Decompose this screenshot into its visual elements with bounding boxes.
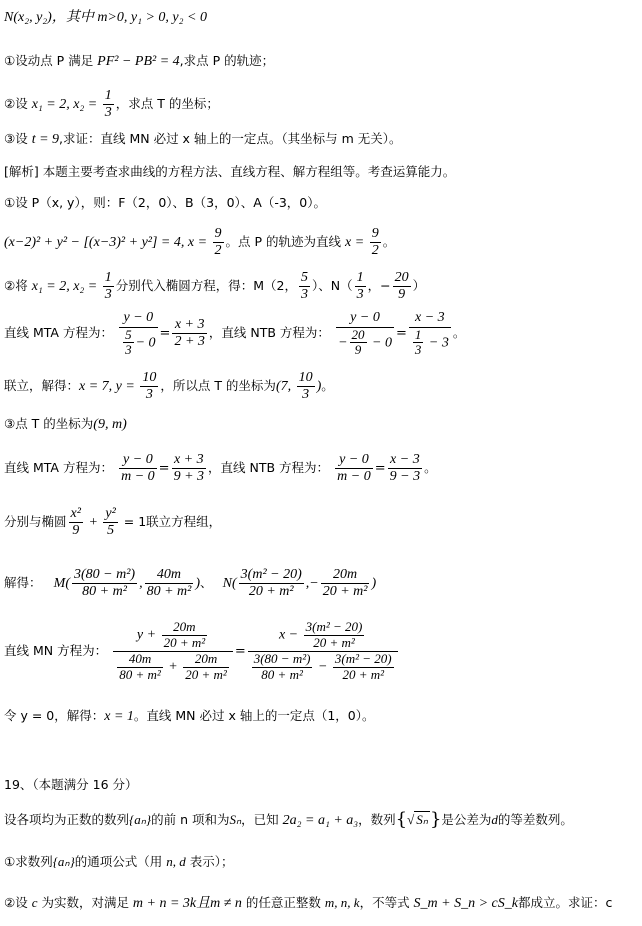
line-17 xyxy=(4,779,138,792)
frac-five-third: $\frac{5}{3}$ xyxy=(301,270,308,303)
line-13: 分别与椭圆 $\frac{\text{x²}}{9}$ + $\frac{\text{y²}}{5}$ = 1联立方程组， xyxy=(4,506,222,539)
sum-Sn: Sₙ xyxy=(229,812,242,827)
sqrt-Sn: Sₙ xyxy=(416,812,428,827)
solve-label: 联立，解得： xyxy=(4,378,80,394)
line-20: ②设 c 为实数，对满足 m + n = 3k且m ≠ n 的任意正整数 m, n, k，不等式 S_m + S_n > cS_k都成立。求证：c xyxy=(4,895,613,911)
part2-prefix: ②设 xyxy=(4,96,32,112)
seq-an: {aₙ} xyxy=(129,812,152,827)
solution2-eq: x₁ = 2, x₂ = xyxy=(31,279,101,295)
part3-suffix: ,求证：直线 MN 必过 x 轴上的一定点。（其坐标与 m 无关）。 xyxy=(59,131,402,146)
line-10: 联立，解得：x = 7, y = $\frac{10}{3}$ ，所以点 T 的坐标为(7, $\frac{10}{3}$ )。 xyxy=(4,370,334,403)
frac-nine-half-2: $\frac{9}{2}$ xyxy=(371,226,379,259)
frac-one-third: $\frac{1}{3}$ xyxy=(104,88,112,121)
let-y0: 令 y = 0，解得： xyxy=(4,708,105,723)
mta-lhs: y − 0 $\frac{5}{3}$ − 0 xyxy=(119,309,157,358)
mn-label: 直线 MN 方程为： xyxy=(4,643,108,659)
n-y-frac: $\frac{20m}{\text{20 + m²}}$ xyxy=(322,567,368,600)
ntb2-rhs: $\frac{x - 3}{9 - 3}$ xyxy=(389,452,421,485)
ntb-label: ，直线 NTB 方程为： xyxy=(208,325,330,341)
ntb-lhs: y − 0 − $\frac{20}{9}$ − 0 xyxy=(338,310,392,358)
solution2-n: ）、N（ xyxy=(312,278,353,294)
solution2-text: 分别代入椭圆方程，得：M（2， xyxy=(115,278,297,294)
line-14: 解得： M( $\frac{\text{3(80 − m²)}}{\text{80 + m²}}$ , $\frac{40m}{\text{80 + m²}}$ )、 N( $\frac{\text{3(m² − 20)}}{\text{20 + m²}}$ ,− $\frac{20m}{\text{20 + m²}}$ ) xyxy=(4,567,377,600)
frac-one-third-b: $\frac{1}{3}$ xyxy=(104,270,112,303)
ellipse-text: 分别与椭圆 xyxy=(4,514,67,530)
mn-lhs: y + $\frac{20m}{\text{20 + m²}}$ $\frac{40m}{\text{80 + m²}}$ + $\frac{20m}{\text{20 + m²}}$ xyxy=(113,620,233,683)
analysis-intro: [解析] 本题主要考查求曲线的方程方法、直线方程、解方程组等。考查运算能力。 xyxy=(4,164,456,179)
frac-one-third-c: $\frac{1}{3}$ xyxy=(356,270,364,303)
line-6 xyxy=(4,197,326,210)
frac-ten-third-b: $\frac{10}{3}$ xyxy=(298,370,313,403)
line-4 xyxy=(4,133,402,147)
frac-nine-half: $\frac{9}{2}$ xyxy=(214,226,222,259)
part1-prefix: ①设动点 P 满足 xyxy=(4,53,98,68)
solution2-comma: ，− xyxy=(367,278,391,294)
line-1 xyxy=(4,11,207,25)
frac-ten-third: $\frac{10}{3}$ xyxy=(142,370,157,403)
line-3 xyxy=(4,88,219,121)
mn-rhs: x − $\frac{\text{3(m² − 20)}}{\text{20 + m²}}$ $\frac{\text{3(80 − m²)}}{\text{80 + m²}}$ − $\frac{\text{3(m² − 20)}}{\text{20 + m²}}$ xyxy=(248,620,398,683)
m-y-frac: $\frac{40m}{\text{80 + m²}}$ xyxy=(146,567,192,600)
mta-rhs: $\frac{x + 3}{2 + 3}$ xyxy=(174,317,205,350)
line-7 xyxy=(4,226,395,259)
line-19: ①求数列{aₙ}的通项公式（用 n, d 表示）； xyxy=(4,854,234,869)
solution2-close: ） xyxy=(412,278,426,294)
part3-eq: t = 9 xyxy=(31,132,60,147)
solution1-setup: ①设 P（x, y），则：F（2，0）、B（3，0）、A（-3，0）。 xyxy=(4,195,327,210)
line-18: 设各项均为正数的数列{aₙ}的前 n 项和为Sₙ，已知 2a₂ = a₁ + a₃，数列{√ Sₙ }是公差为d的等差数列。 xyxy=(4,809,573,830)
ntb-label-2: ，直线 NTB 方程为： xyxy=(208,460,330,476)
solution1-line: x = xyxy=(345,235,368,251)
solution1-eq: (x−2)² + y² − [(x−3)² + y²] = 4, x = xyxy=(4,235,211,251)
solution1-end: 。 xyxy=(382,234,396,250)
mta-label: 直线 MTA 方程为： xyxy=(4,325,113,341)
part3-tcoord: ③点 T 的坐标为 xyxy=(4,416,94,431)
line-9: 直线 MTA 方程为： y − 0 $\frac{5}{3}$ − 0 = $\frac{x + 3}{2 + 3}$ ，直线 NTB 方程为： y − 0 − $\frac{20}{9}$ − 0 = x − 3 $\frac{1}{3}$ − 3 。 xyxy=(4,310,466,358)
mta2-rhs: $\frac{x + 3}{9 + 3}$ xyxy=(173,452,205,485)
ntb2-lhs: $\frac{y - 0}{m - 0}$ xyxy=(337,452,371,485)
mta-label-2: 直线 MTA 方程为： xyxy=(4,460,113,476)
line-2 xyxy=(4,55,274,69)
solve-mn-label: 解得： xyxy=(4,575,42,591)
line-8 xyxy=(4,270,425,303)
line-15: 直线 MN 方程为： y + $\frac{20m}{\text{20 + m²}}$ $\frac{40m}{\text{80 + m²}}$ + $\frac{20m}{\text{20 + m²}}$ = x − $\frac{\text{3(m² − 20)}}{\text{20 + m²}}$ $\frac{\text{3(80 − m²)}}{\text{80 + m²}}$ − $\frac{\text{3(m² − 20)}}{\text{20 + m²}}$ xyxy=(4,620,400,683)
m-x-frac: $\frac{\text{3(80 − m²)}}{\text{80 + m²}}$ xyxy=(73,567,136,600)
frac-twenty-ninth: $\frac{20}{9}$ xyxy=(394,270,409,303)
line-11: ③点 T 的坐标为(9, m) xyxy=(4,416,127,432)
ellipse-suffix: = 1联立方程组， xyxy=(119,514,222,530)
problem-intro: N(x₂, y₂)，其中 m>0, y₁ > 0, y₂ < 0 xyxy=(4,10,207,25)
part1-equation: PF² − PB² = 4 xyxy=(97,54,180,69)
line-16: 令 y = 0，解得：x = 1。直线 MN 必过 x 轴上的一定点（1，0）。 xyxy=(4,708,375,724)
line-5 xyxy=(4,166,455,179)
ntb-rhs: x − 3 $\frac{1}{3}$ − 3 xyxy=(409,309,451,358)
n-x-frac: $\frac{\text{3(m² − 20)}}{\text{20 + m²}}$ xyxy=(240,567,302,600)
solve-eq: x = 7, y = xyxy=(79,379,139,395)
part2-eq: x₁ = 2, x₂ = xyxy=(31,97,101,113)
problem-19-title: 19、（本题满分 16 分） xyxy=(4,777,138,792)
part2-suffix: ，求点 T 的坐标； xyxy=(115,96,219,112)
fixed-point: 。直线 MN 必过 x 轴上的一定点（1，0）。 xyxy=(133,708,375,723)
mta2-lhs: $\frac{y - 0}{m - 0}$ xyxy=(121,452,155,485)
solution1-text: 。点 P 的轨迹为直线 xyxy=(225,234,346,250)
solution2-prefix: ②将 xyxy=(4,278,32,294)
t-coord-text: ，所以点 T 的坐标为 xyxy=(160,378,276,394)
part3-prefix: ③设 xyxy=(4,131,32,146)
frac-y2-5: $\frac{\text{y²}}{5}$ xyxy=(105,506,116,539)
part1-suffix: ,求点 P 的轨迹； xyxy=(179,53,275,68)
frac-x2-9: $\frac{\text{x²}}{9}$ xyxy=(70,506,81,539)
line-12: 直线 MTA 方程为： $\frac{y - 0}{m - 0}$ = $\frac{x + 3}{9 + 3}$ ，直线 NTB 方程为： $\frac{y - 0}{m - 0}$ = $\frac{x - 3}{9 - 3}$ 。 xyxy=(4,452,437,485)
